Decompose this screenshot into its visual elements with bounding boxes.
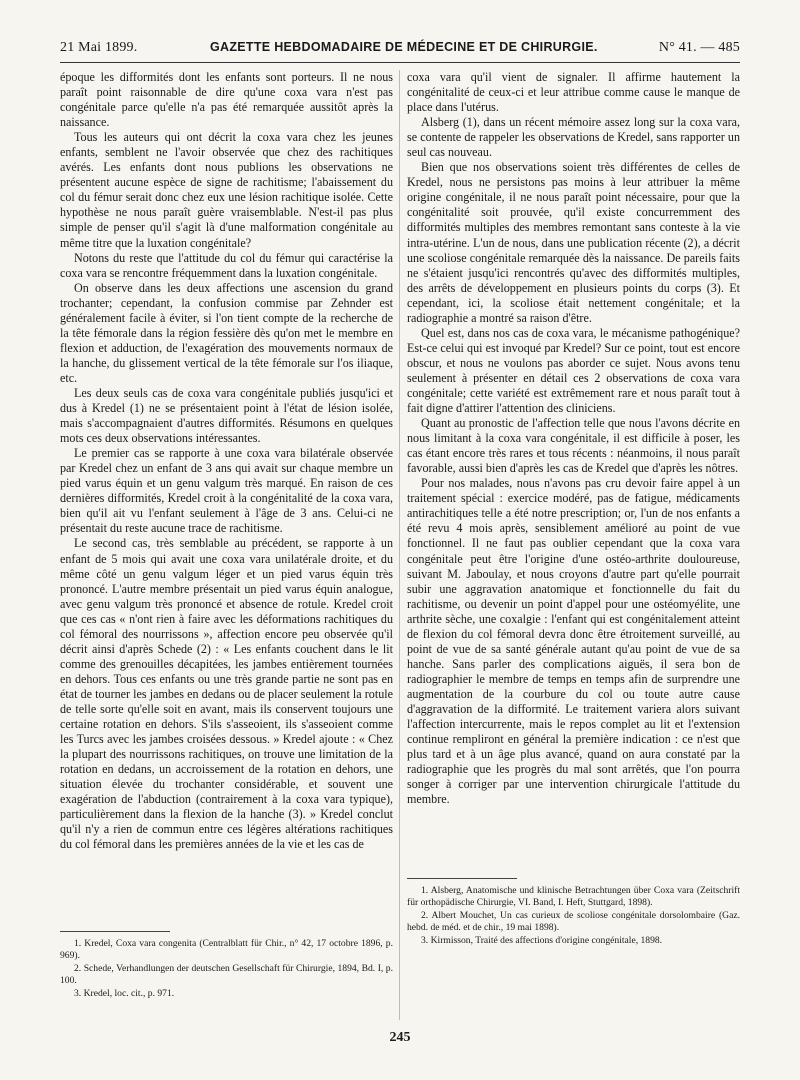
- footnote: 2. Albert Mouchet, Un cas curieux de scoliose congénitale dorsolombaire (Gaz. hebd. de méd. et de chir., 19 mai 1898).: [407, 910, 740, 933]
- right-column: [407, 70, 740, 807]
- paragraph: Alsberg (1), dans un récent mémoire assez long sur la coxa vara, se contente de rappeler les observations de Kredel, sans rapporter un seul cas nouveau.: [407, 115, 740, 160]
- issue-page-number: N° 41. — 485: [658, 40, 740, 55]
- paragraph: On observe dans les deux affections une ascension du grand trochanter; cependant, la confusion commise par Zehnder est généralement facile à éviter, si l'on tient compte de la recherche de la tête fémorale dans la région fessière dès qu'on met le membre en flexion et adduction, de l'exagération des mouvements normaux de la hanche, du glissement vertical de la tête fémorale sur l'os iliaque, etc.: [60, 280, 393, 385]
- paragraph: Pour nos malades, nous n'avons pas cru devoir faire appel à un traitement spécial : exercice modéré, pas de fatigue, médicaments antirachitiques telle a été notre prescription; or, l'un de nos enfants a été revu 4 mois après, sensiblement amélioré au point de vue fonctionnel. Il ne faut pas oublier cependant que la coxa vara congénitale peut être l'origine d'une ostéo-arthrite douloureuse, suivant M. Jaboulay, et nous croyons d'autre part qu'elle pourrait subir une aggravation anatomique et fonctionnelle du fait du rachitisme, ou devenir un point d'appel pour une ostéomyélite, une arthrite sèche, une coxalgie : l'enfant qui est congénitalement atteint de flexion du col fémoral devra donc être étroitement surveillé, au point de vue de sa santé générale autant qu'au point de vue de sa hanche. Sans parler des complications aiguës, il sera bon de radiographier le membre de temps en temps afin de surprendre une augmentation de la courbure du col ou toute autre cause d'aggravation de la difformité. Le traitement variera alors suivant l'affection intercurrente, mais le repos complet au lit et l'extension continue rempliront en général la première indication : ce n'est que plus tard et à un âge plus avancé, quand on aura constaté par la radiographie que les progrès du mal sont arrêtés, que l'on pourra songer à corriger par une intervention chirurgicale l'attitude du membre.: [407, 476, 740, 807]
- left-column: [60, 70, 393, 852]
- footnote-rule: [60, 931, 170, 932]
- paragraph: époque les difformités dont les enfants sont porteurs. Il ne nous paraît point raisonnable de dire qu'une coxa vara n'est pas congénitale parce qu'elle n'a pas été remarquée aussitôt après la naissance.: [60, 70, 393, 130]
- paragraph: Notons du reste que l'attitude du col du fémur qui caractérise la coxa vara se rencontre fréquemment dans la luxation congénitale.: [60, 250, 393, 280]
- footnote: 1. Kredel, Coxa vara congenita (Centralblatt für Chir., n° 42, 17 octobre 1896, p. 969).: [60, 938, 393, 961]
- footnote: 3. Kirmisson, Traité des affections d'origine congénitale, 1898.: [421, 935, 663, 946]
- paragraph: coxa vara qu'il vient de signaler. Il affirme hautement la congénitalité de ceux-ci et leur attribue comme cause le manque de place dans l'utérus.: [407, 70, 740, 115]
- header-date: 21 Mai 1899.: [60, 40, 138, 55]
- paragraph: Quel est, dans nos cas de coxa vara, le mécanisme pathogénique? Est-ce celui qui est invoqué par Kredel? Sur ce point, tout est encore obscur, et nous ne voulons pas aborder ce sujet. Nous avons tenu seulement à présenter en détail ces 2 observations de coxa vara congénitale; cette variété est extrêmement rare et nous paraît tout à fait digne d'attirer l'attention des cliniciens.: [407, 325, 740, 416]
- footnotes-right: [407, 878, 740, 948]
- paragraph: Bien que nos observations soient très différentes de celles de Kredel, nous ne persistons pas moins à leur attribuer la même origine congénitale, il ne nous paraît point nécessaire, pour que la congénitalité soit prouvée, qu'il existe concurremment des difformités multiples des membres remontant sans conteste à la vie intra-utérine. L'un de nous, dans une publication récente (2), a décrit une scoliose congénitale remarquée dès la naissance. De pareils faits ne s'étaient jusqu'ici rencontrés qu'avec des difformités multiples, des arrêts de développement en plusieurs points du corps (3). Et cependant, ici, la scoliose était nettement congénitale; et la radiographie a montré sa raison d'être.: [407, 160, 740, 325]
- header-rule: [60, 62, 740, 63]
- paragraph: Quant au pronostic de l'affection telle que nous l'avons décrite en nous limitant à la coxa vara congénitale, il est difficile à poser, les cas étant encore très rares et tous récents : néanmoins, il nous paraît favorable, aussi bien d'après les cas de Kredel que d'après les nôtres.: [407, 416, 740, 476]
- paragraph: Les deux seuls cas de coxa vara congénitale publiés jusqu'ici et dus à Kredel (1) ne se présentaient point à l'état de lésion isolée, mais s'accompagnaient d'autres difformités. Résumons en quelques mots ces deux observations intéressantes.: [60, 385, 393, 446]
- paragraph: Le second cas, très semblable au précédent, se rapporte à un enfant de 5 mois qui avait une coxa vara unilatérale droite, et du même côté un genu valgum léger et un pied varus équin très prononcé. L'autre membre présentait un pied varus équin analogue, avec genu valgum très prononcé et absence de rotule. Kredel croit que ces cas « n'ont rien à faire avec les déformations rachitiques du col fémoral des nourrissons », affection encore peu observée qu'il décrit ainsi d'après Schede (2) : « Les enfants couchent dans le lit comme des grenouilles décapitées, les jambes entièrement tournées en dehors. Tous ces enfants ou une très grande partie ne sont pas en état de tourner les jambes en dedans ou de placer seulement la rotule de telle sorte qu'elle soit en avant, mais ils conservent toujours une certaine rotation en dehors. S'ils s'asseoient, ils s'asseoient comme les Turcs avec les jambes croisées dessous. » Kredel ajoute : « Chez la plupart des nourrissons rachitiques, on trouve une limitation de la rotation en dedans, un accroissement de la rotation en dehors, une situation élevée du trochanter considérable, et souvent une exagération de l'abduction (contrairement à la coxa vara typique), particulièrement dans la flexion de la hanche (3). » Kredel conclut qu'il n'y a rien de commun entre ces légères altérations rachitiques du col fémoral dans les premières années de la vie et les cas de: [60, 536, 393, 852]
- running-header: [60, 40, 740, 62]
- column-divider: [399, 70, 400, 1020]
- footnote: 2. Schede, Verhandlungen der deutschen Gesellschaft für Chirurgie, 1894, Bd. I, p. 100.: [60, 963, 393, 986]
- footnotes-left: [60, 931, 393, 1001]
- footnote-rule: [407, 878, 517, 879]
- paragraph: Tous les auteurs qui ont décrit la coxa vara chez les jeunes enfants, semblent ne l'avoir observée que chez des rachitiques avérés. Les enfants dont nous publions les observations ne présentent aucune espèce de signe de rachitisme; l'abaissement du col du fémur serait donc chez eux une lésion rachitique isolée. Cette hypothèse ne nous paraît guère vraisemblable. N'est-il pas plus simple de penser qu'il s'agit là d'une malformation congénitale au même titre que la luxation congénitale?: [60, 130, 393, 250]
- page-number: 245: [389, 1030, 411, 1045]
- footnote: 1. Alsberg, Anatomische und klinische Betrachtungen über Coxa vara (Zeitschrift für orthopädische Chirurgie, VI. Band, I. Heft, Stuttgard, 1898).: [407, 885, 740, 908]
- footnote: 3. Kredel, loc. cit., p. 971.: [74, 988, 175, 999]
- paragraph: Le premier cas se rapporte à une coxa vara bilatérale observée par Kredel chez un enfant de 3 ans qui avait sur chaque membre un pied varus équin et un genu valgum très marqué. En raison de ces dernières difformités, Kredel croit à la congénitalité de la coxa vara, bien qu'il ait vu l'enfant seulement à l'âge de 3 ans. Celui-ci ne présentait du reste aucune trace de rachitisme.: [60, 446, 393, 536]
- journal-title: GAZETTE HEBDOMADAIRE DE MÉDECINE ET DE CHIRURGIE.: [210, 40, 598, 54]
